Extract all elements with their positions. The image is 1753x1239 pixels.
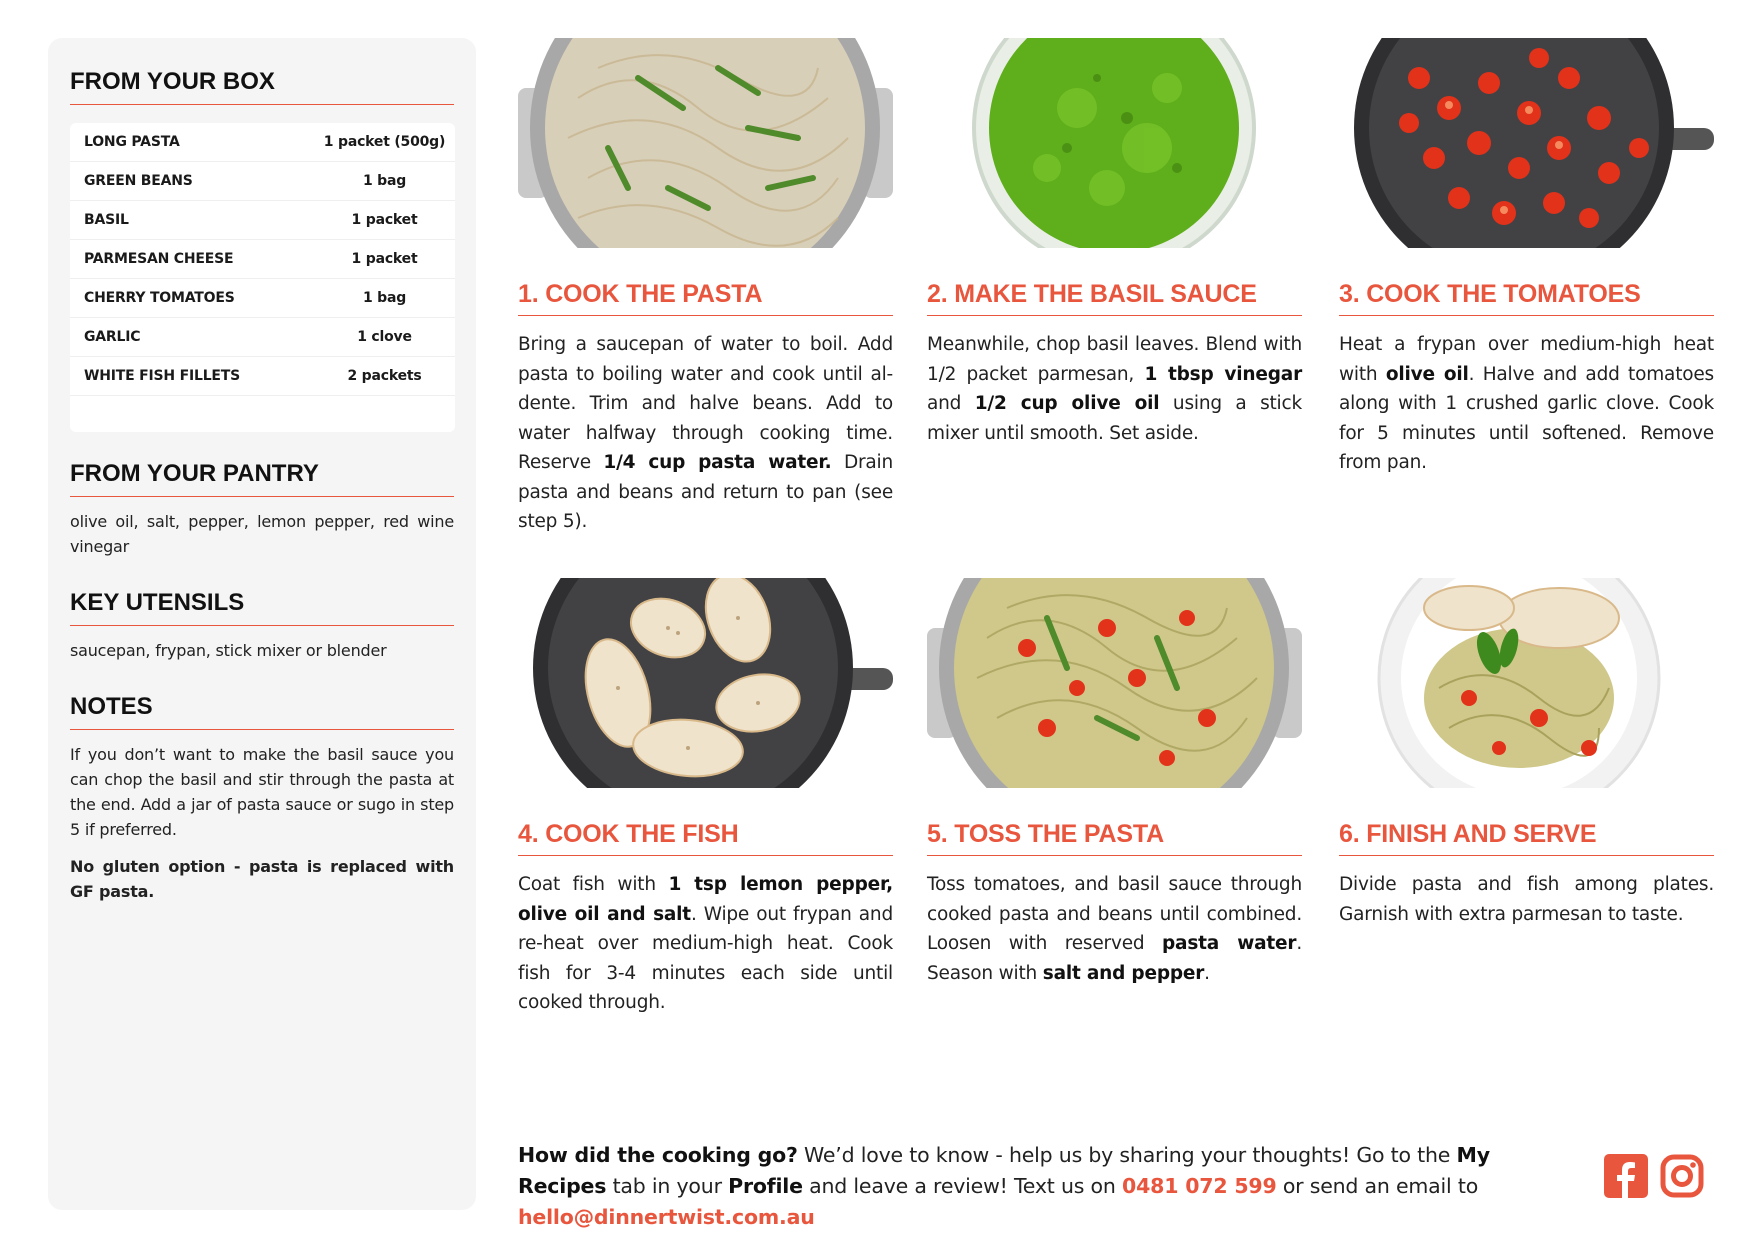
ingredient-qty: 1 bag [362,290,407,306]
step-1 [518,38,893,537]
notes-gluten-option: No gluten option - pasta is replaced with GF pasta. [70,857,454,901]
ingredient-name: CHERRY TOMATOES [84,290,235,306]
step-4-text: Coat fish with 1 tsp lemon pepper, olive oil and salt. Wipe out frypan and re-heat over medium-high heat. Cook fish for 3-4 minutes each side until cooked through. [518,874,893,1013]
step-4-title: 4. COOK THE FISH [518,820,893,856]
step-4 [518,578,893,1018]
step-1-title: 1. COOK THE PASTA [518,280,893,316]
key-utensils-heading: KEY UTENSILS [70,589,454,626]
phone-link[interactable]: 0481 072 599 [1122,1174,1277,1198]
step-4-image [518,578,893,788]
ingredient-qty: 2 packets [347,368,422,384]
step-3-text: Heat a frypan over medium-high heat with olive oil. Halve and add tomatoes along with 1 crushed garlic clove. Cook for 5 minutes until softened. Remove from pan. [1339,334,1714,473]
step-3-image [1339,38,1714,248]
email-link[interactable]: hello@dinnertwist.com.au [518,1205,815,1229]
ingredient-row [70,357,455,396]
step-6-title: 6. FINISH AND SERVE [1339,820,1714,856]
my-recipes-link[interactable]: My Recipes [518,1143,1490,1198]
step-5-title: 5. TOSS THE PASTA [927,820,1302,856]
step-3-title: 3. COOK THE TOMATOES [1339,280,1714,316]
notes-text: If you don’t want to make the basil sauce you can chop the basil and stir through the pasta at the end. Add a jar of pasta sauce or sugo in step 5 if preferred. [70,745,454,839]
step-2-title: 2. MAKE THE BASIL SAUCE [927,280,1302,316]
step-5 [927,578,1302,988]
feedback-footer: How did the cooking go? We’d love to know - help us by sharing your thoughts! Go to the My Recipes tab in your Profile and leave a review! Text us on 0481 072 599 or send an email to hello@dinnertwist.com.au [518,1143,1490,1229]
from-your-pantry-heading: FROM YOUR PANTRY [70,460,454,497]
ingredient-row [70,162,455,201]
step-6 [1339,578,1714,929]
ingredient-qty: 1 packet (500g) [323,134,446,150]
ingredient-row [70,279,455,318]
profile-link[interactable]: Profile [728,1174,803,1198]
instagram-icon[interactable] [1660,1154,1704,1202]
ingredient-qty: 1 bag [362,173,407,189]
sidebar [48,38,476,1210]
notes-heading: NOTES [70,693,454,730]
step-1-image [518,38,893,248]
ingredient-name: PARMESAN CHEESE [84,251,234,267]
ingredient-row [70,201,455,240]
ingredient-name: LONG PASTA [84,134,180,150]
utensils-text: saucepan, frypan, stick mixer or blender [70,641,387,660]
ingredient-qty: 1 packet [351,251,418,267]
ingredient-row [70,240,455,279]
ingredient-name: GARLIC [84,329,141,345]
step-2-image [927,38,1302,248]
step-2-text: Meanwhile, chop basil leaves. Blend with 1/2 packet parmesan, 1 tbsp vinegar and 1/2 cup olive oil using a stick mixer until smooth. Set aside. [927,334,1302,444]
facebook-icon[interactable] [1604,1154,1648,1202]
step-1-text: Bring a saucepan of water to boil. Add pasta to boiling water and cook until al-dente. Trim and halve beans. Add to water halfway through cooking time. Reserve 1/4 cup pasta water. Drain pasta and beans and return to pan (see step 5). [518,334,894,532]
footer-question: How did the cooking go? [518,1143,798,1167]
step-5-image [927,578,1302,788]
step-6-image [1339,578,1714,788]
ingredient-row [70,123,455,162]
ingredients-table [70,123,455,432]
ingredient-qty: 1 clove [357,329,412,345]
from-your-box-heading: FROM YOUR BOX [70,68,454,105]
step-6-text: Divide pasta and fish among plates. Garnish with extra parmesan to taste. [1339,874,1714,925]
pantry-text: olive oil, salt, pepper, lemon pepper, red wine vinegar [70,512,454,556]
step-2 [927,38,1302,448]
ingredient-name: WHITE FISH FILLETS [84,368,241,384]
ingredient-row [70,318,455,357]
ingredient-name: GREEN BEANS [84,173,193,189]
step-3 [1339,38,1714,478]
step-5-text: Toss tomatoes, and basil sauce through cooked pasta and beans until combined. Loosen with reserved pasta water. Season with salt and pepper. [927,874,1302,984]
ingredient-name: BASIL [84,212,129,228]
ingredient-qty: 1 packet [351,212,418,228]
